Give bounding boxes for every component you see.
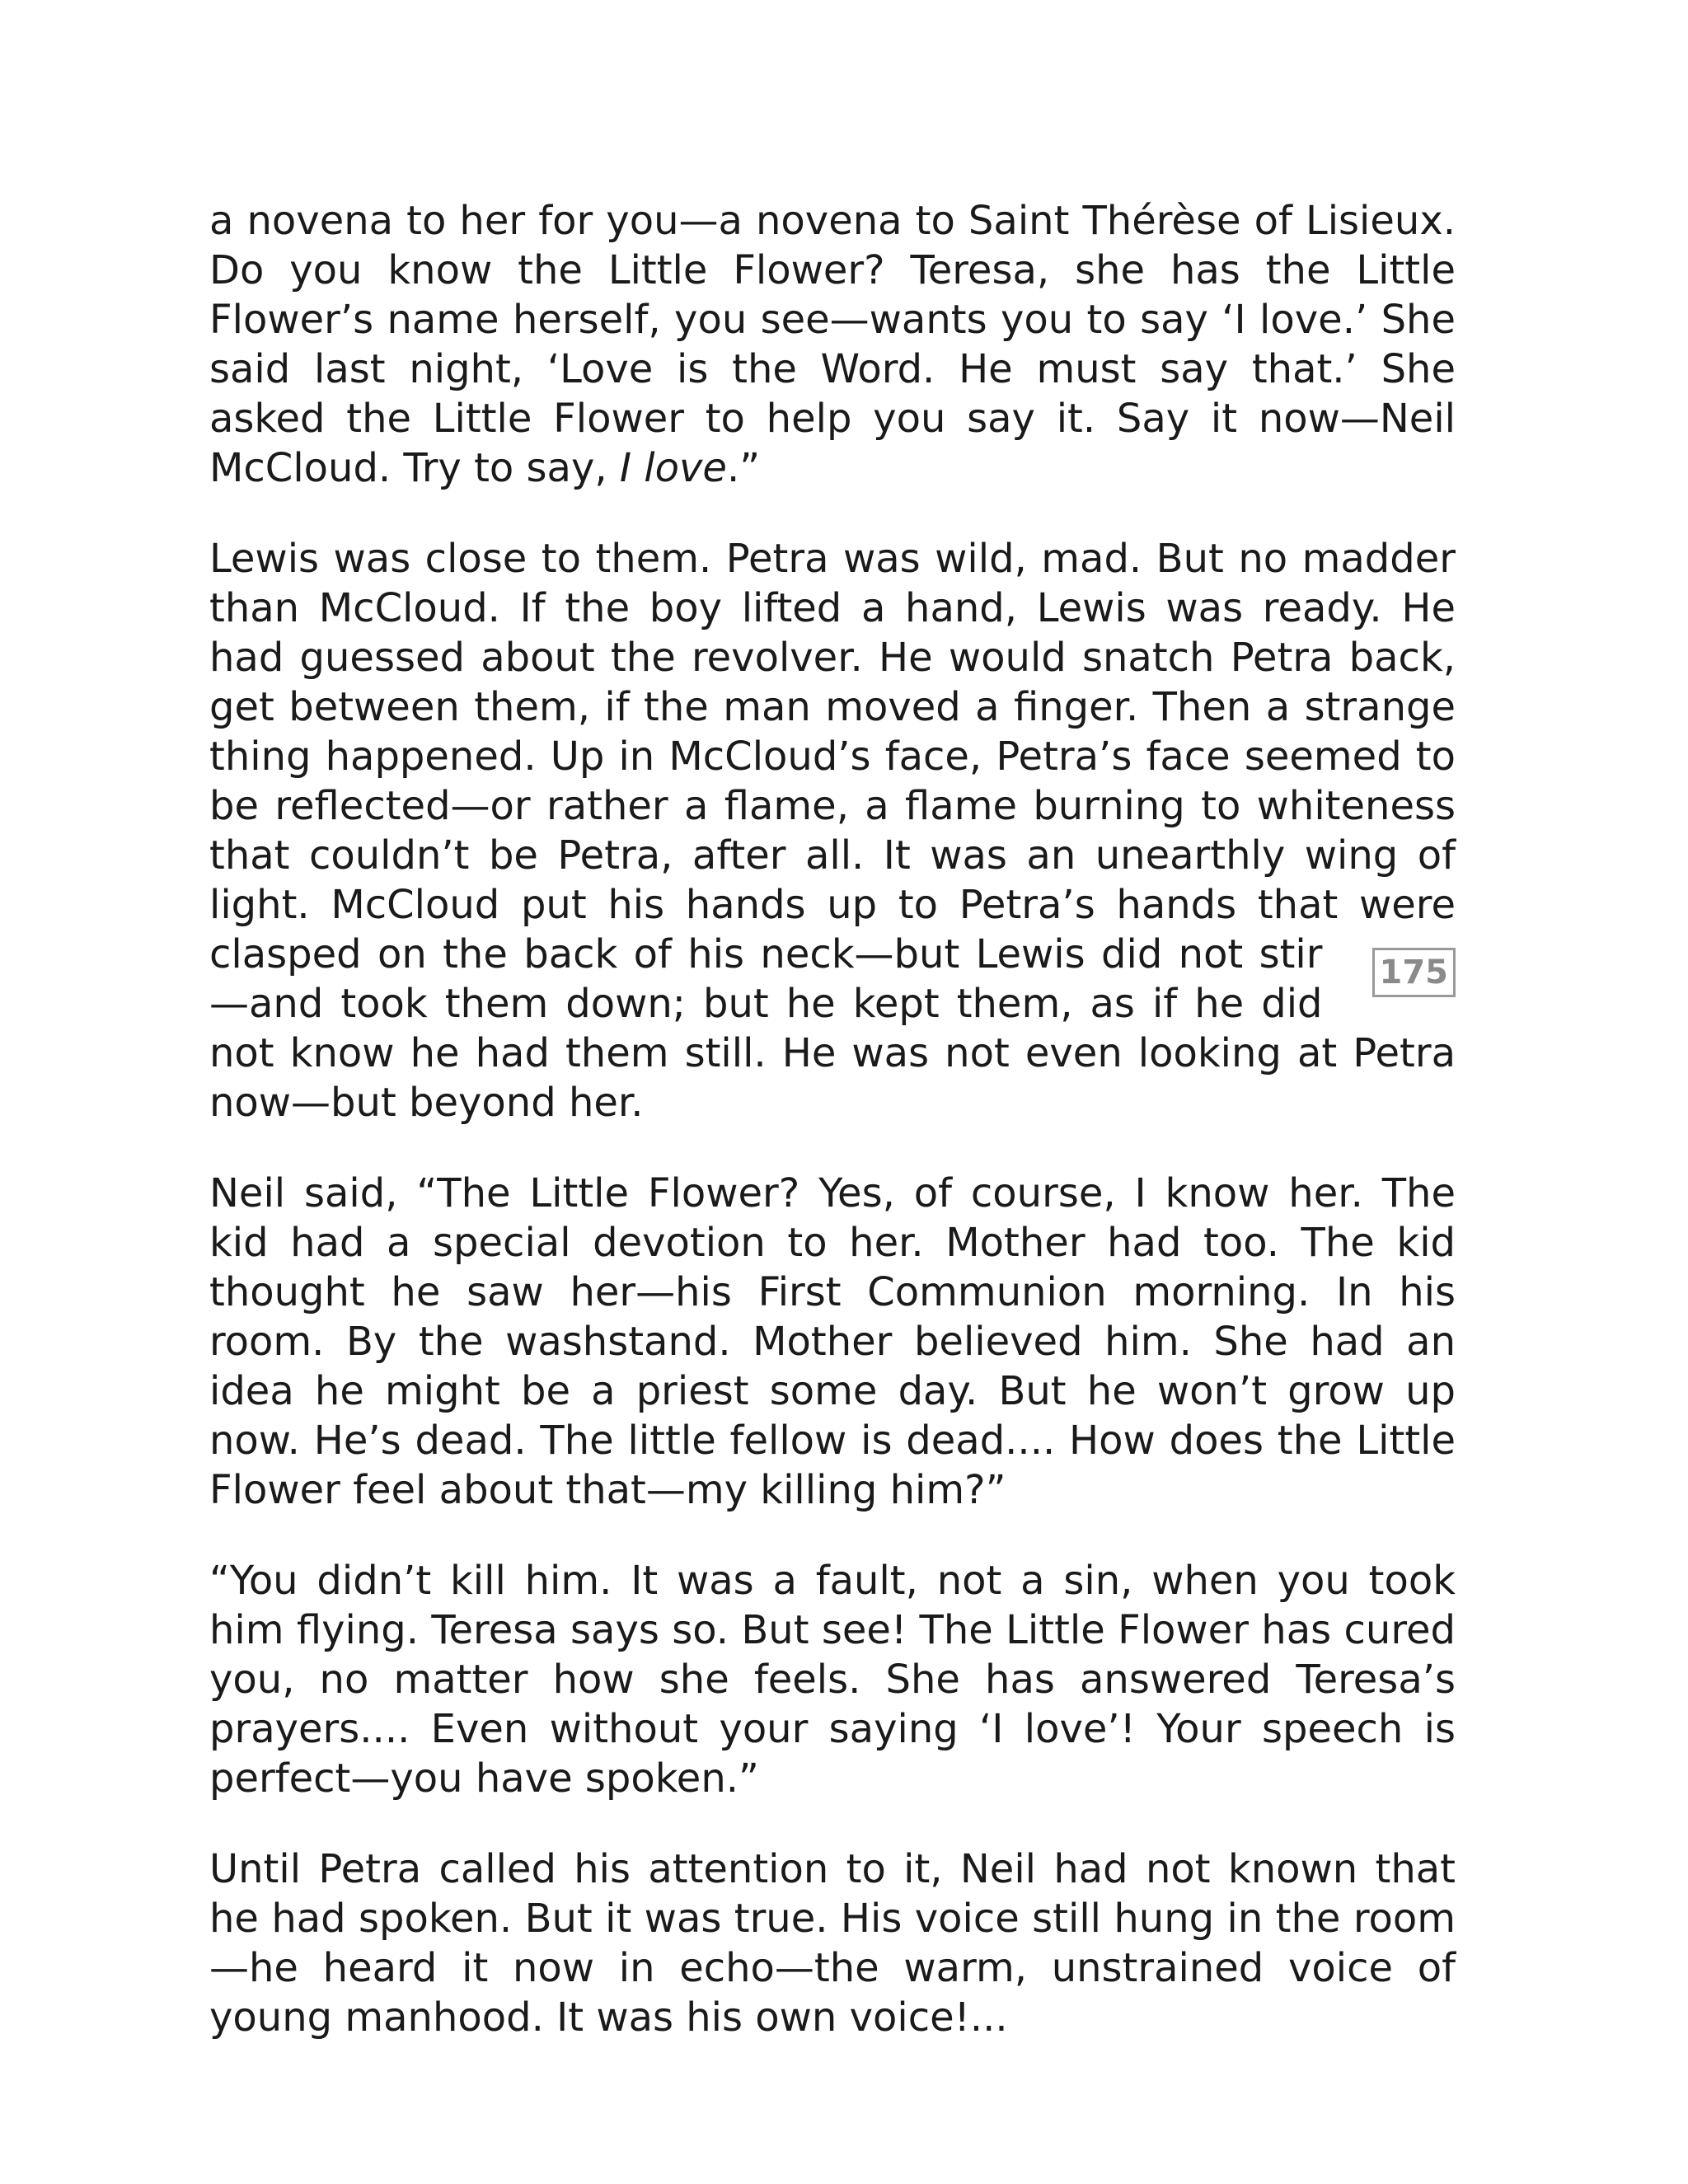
paragraph-1-text: a novena to her for you—a novena to Saint Thérèse of Lisieux. Do you know the Little Flower? Teresa, she has the Little Flower’s name herself, you see—wants you to say ‘I love.’ She said last night, ‘Love is the Word. He must say that.’ She asked the Little Flower to help you say it. Say it now—Neil McCloud. Try to say, (209, 198, 1456, 491)
page-body (209, 196, 1456, 2083)
paragraph-1-end: .” (726, 445, 761, 491)
paragraph-1 (209, 196, 1456, 493)
paragraph-4: “You didn’t kill him. It was a fault, not a sin, when you took him flying. Teresa says so. But see! The Little Flower has cured you, no matter how she feels. She has answered Teresa’s prayers.... Even without your saying ‘I love’! Your speech is perfect—you have spoken.” (209, 1558, 1456, 1802)
paragraph-3: Neil said, “The Little Flower? Yes, of course, I know her. The kid had a special devotion to her. Mother had too. The kid thought he saw her—his First Communion morning. In his room. By the washstand. Mother believed him. She had an idea he might be a priest some day. But he won’t grow up now. He’s dead. The little fellow is dead.... How does the Little Flower feel about that—my killing him?” (209, 1170, 1456, 1513)
paragraph-5: Until Petra called his attention to it, Neil had not known that he had spoken. But it was true. His voice still hung in the room—he heard it now in echo—the warm, unstrained voice of young manhood. It was his own voice!... (209, 1846, 1456, 2041)
paragraph-2-text-b: did not stir—and took them down; but he kept them, as if he did not know he had them still. He was not even looking at Petra now—but beyond her. (209, 931, 1456, 1126)
paragraph-2 (209, 534, 1456, 1127)
paragraph-1-italic: I love (619, 445, 727, 491)
page-number-badge: 175 (1372, 948, 1456, 997)
paragraph-2-text-a: Lewis was close to them. Petra was wild, mad. But no madder than McCloud. If the boy lifted a hand, Lewis was ready. He had guessed about the revolver. He would snatch Petra back, get between them, if the man moved a finger. Then a strange thing happened. Up in McCloud’s face, Petra’s face seemed to be reflected—or rather a flame, a flame burning to whiteness that couldn’t be Petra, after all. It was an unearthly wing of light. McCloud put his hands up to Petra’s hands that were clasped on the back of his neck—but Lewis (209, 536, 1456, 977)
